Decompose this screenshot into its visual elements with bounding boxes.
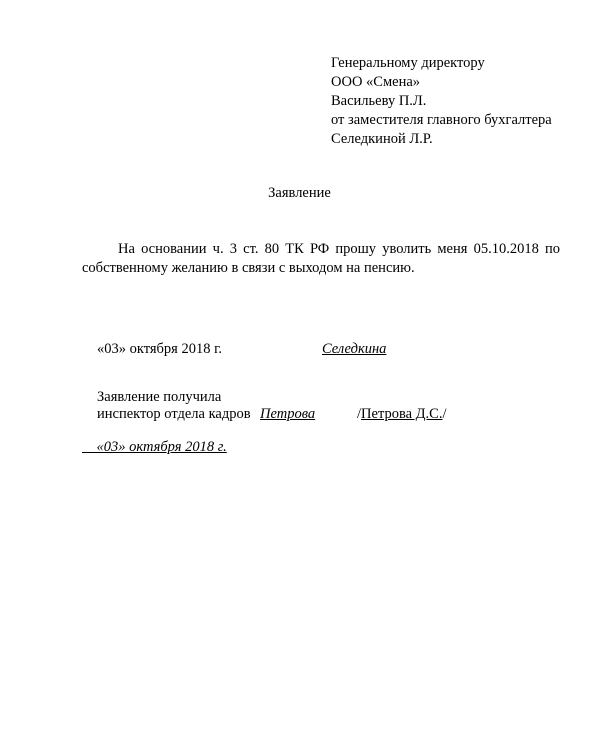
receiver-position: инспектор отдела кадров xyxy=(97,406,251,422)
slash-open: / xyxy=(357,406,362,422)
receiver-name: Петрова Д.С. xyxy=(361,406,443,422)
slash-close: / xyxy=(442,406,447,422)
sender-position: от заместителя главного бухгалтера xyxy=(331,112,552,128)
addressee-block xyxy=(331,54,591,149)
receipt-date: «03» октября 2018 г. xyxy=(82,439,227,455)
application-date: «03» октября 2018 г. xyxy=(97,341,223,357)
document-title: Заявление xyxy=(268,185,331,201)
receiver-signature: Петрова xyxy=(260,406,316,422)
addressee-name: Васильеву П.Л. xyxy=(331,93,427,109)
addressee-position: Генеральному директору xyxy=(331,55,485,71)
application-body: На основании ч. 3 ст. 80 ТК РФ прошу уволить меня 05.10.2018 по собственному желанию в связи с выходом на пенсию. xyxy=(82,241,560,276)
applicant-signature: Селедкина xyxy=(322,341,387,357)
addressee-company: ООО «Смена» xyxy=(331,74,421,90)
receipt-label: Заявление получила xyxy=(97,389,222,405)
sender-name: Селедкиной Л.Р. xyxy=(331,131,433,147)
receiver-name-decoding xyxy=(357,405,447,424)
